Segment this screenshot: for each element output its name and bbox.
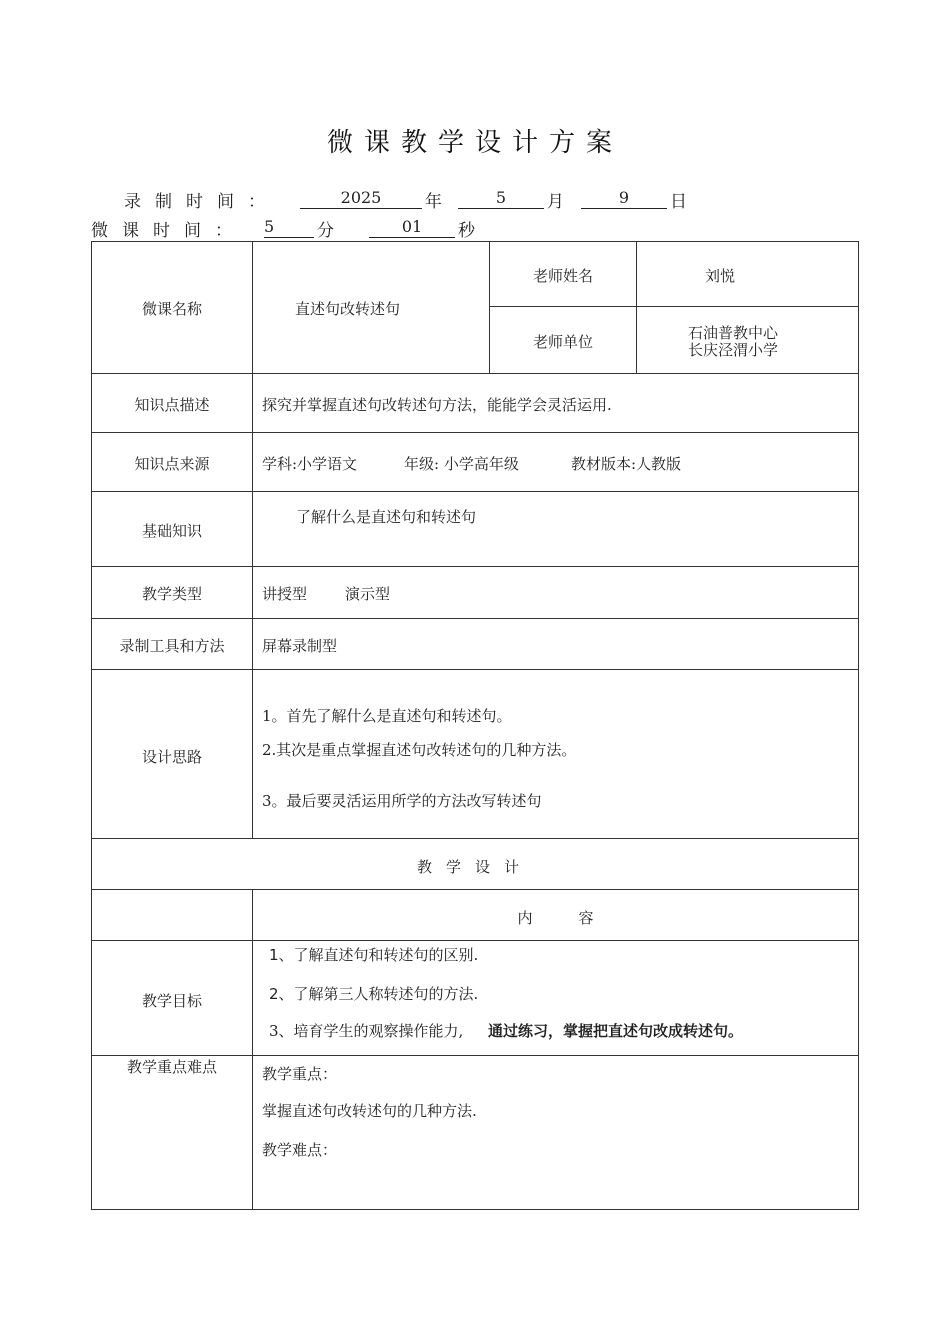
table-line [636,241,637,374]
design-step-1: 1。首先了解什么是直述句和转述句。 [262,707,512,725]
knowledge-desc: 探究并掌握直述句改转述句方法，能能学会灵活运用. [262,396,612,414]
table-line [91,838,859,839]
goal-3-part-2: 通过练习，掌握把直述句改成转述句。 [488,1022,744,1040]
table-border-bottom [91,1209,859,1210]
record-day-unit: 日 [670,192,687,212]
record-day: 9 [581,188,667,209]
teacher-unit-label: 老师单位 [532,333,593,351]
duration-seconds: 01 [369,217,455,238]
basic-label: 基础知识 [141,522,202,540]
table-line [91,889,859,890]
duration-label: 微课时间： [91,221,246,241]
course-name: 直述句改转述句 [295,300,401,318]
table-line [252,889,253,1210]
difficulty-heading: 教学难点： [262,1141,338,1159]
tools-content: 屏幕录制型 [262,637,338,655]
type-lecture: 讲授型 [262,585,308,603]
subject: 学科:小学语文 [262,455,358,473]
table-line [91,491,859,492]
table-border-right [858,241,859,1210]
record-time-label: 录制时间： [124,192,279,212]
section-title: 教学设计 [416,858,533,876]
table-line [489,306,859,307]
table-line [91,940,859,941]
goal-1: 1、了解直述句和转述句的区别. [269,946,479,964]
key-points-content: 掌握直述句改转述句的几种方法. [262,1102,477,1120]
design-step-2: 2.其次是重点掌握直述句改转述句的几种方法。 [262,741,577,759]
knowledge-source-label: 知识点来源 [134,455,210,473]
duration-seconds-unit: 秒 [458,221,475,241]
content-header: 内容 [517,909,640,927]
key-points-label: 教学重点难点 [126,1058,217,1076]
goals-label: 教学目标 [141,992,202,1010]
type-demo: 演示型 [345,585,391,603]
goal-3-part-1: 3、培育学生的观察操作能力, [269,1022,464,1040]
record-month-unit: 月 [547,192,564,212]
page-title: 微课教学设计方案 [326,128,623,158]
teacher-name-label: 老师姓名 [532,267,593,285]
tools-label: 录制工具和方法 [119,637,225,655]
duration-minutes-unit: 分 [317,221,334,241]
knowledge-desc-label: 知识点描述 [134,396,210,414]
table-line [252,241,253,839]
goal-2: 2、了解第三人称转述句的方法. [269,985,479,1003]
key-points-heading: 教学重点： [262,1065,338,1083]
type-label: 教学类型 [141,585,202,603]
teacher-unit-line1: 石油普教中心 [688,324,779,342]
table-line [489,241,490,374]
table-line [91,566,859,567]
table-border-top [91,241,859,242]
design-label: 设计思路 [141,748,202,766]
record-year: 2025 [300,188,422,209]
textbook: 教材版本:人教版 [571,455,682,473]
grade: 年级: 小学高年级 [404,455,519,473]
teacher-unit-line2: 长庆泾渭小学 [688,341,779,359]
table-line [91,432,859,433]
course-name-label: 微课名称 [141,300,202,318]
duration-minutes: 5 [264,217,314,238]
table-line [91,373,859,374]
table-line [91,669,859,670]
record-month: 5 [458,188,544,209]
teacher-name: 刘悦 [705,267,736,285]
table-line [91,618,859,619]
basic-content: 了解什么是直述句和转述句 [296,508,477,526]
design-step-3: 3。最后要灵活运用所学的方法改写转述句 [262,792,542,810]
record-year-unit: 年 [425,192,442,212]
